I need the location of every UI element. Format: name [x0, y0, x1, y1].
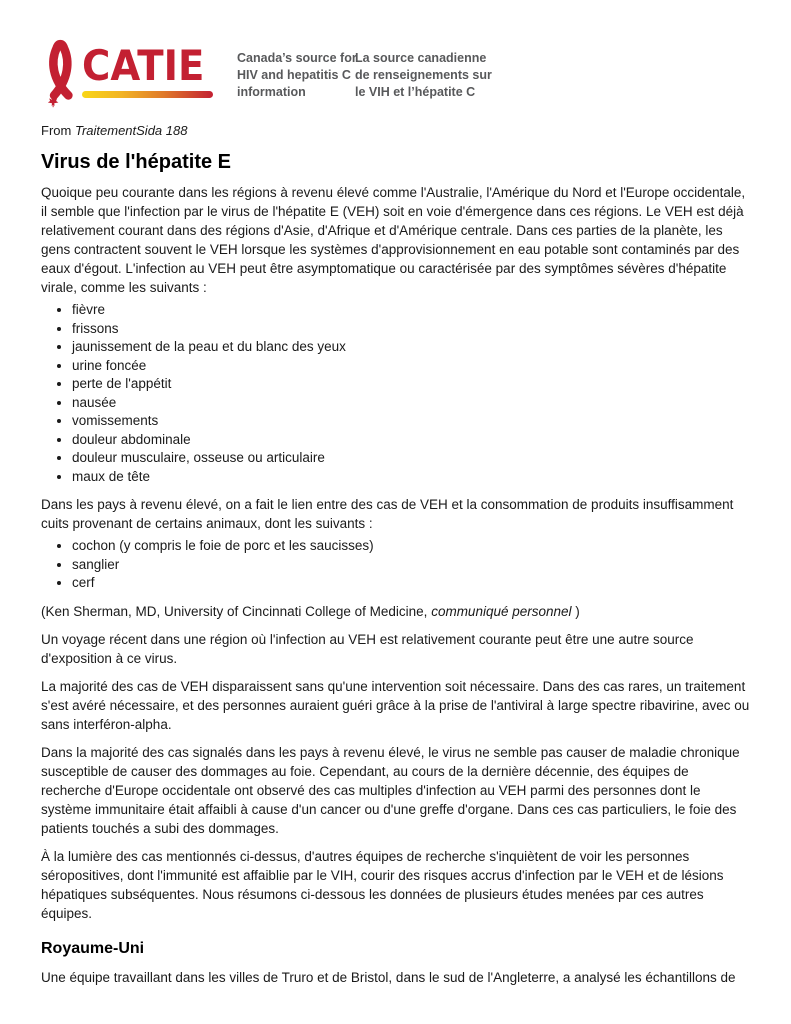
- tagline-french-line: de renseignements sur: [355, 68, 492, 82]
- paragraph-uk-intro: Une équipe travaillant dans les villes de Truro et de Bristol, dans le sud de l'Angleterre, a analysé les échantillons de: [41, 969, 736, 985]
- paragraph-animals-intro: Dans les pays à revenu élevé, on a fait le lien entre des cas de VEH et la consommation de produits insuffisamment cuits provenant de certains animaux, dont les suivants :: [41, 497, 734, 531]
- list-item: • frissons: [72, 320, 751, 339]
- red-ribbon-icon: [43, 38, 83, 108]
- catie-logo: [82, 41, 216, 98]
- list-item: • douleur abdominale: [72, 431, 751, 450]
- document-content: [41, 0, 751, 987]
- list-item: • douleur musculaire, osseuse ou articulaire: [72, 449, 751, 468]
- paragraph-intro: Quoique peu courante dans les régions à revenu élevé comme l'Australie, l'Amérique du Nord et l'Europe occidentale, il semble que l'infection par le virus de l'hépatite E (VEH) soit en voie d'émergence dans ces régions. Le VEH est déjà relativement courant dans des régions d'Asie, d'Afrique et d'Amérique centrale. Dans ces parties de la planète, les gens contractent souvent le VEH lorsque les systèmes d'approvisionnement en eau potable sont contaminés par des eaux d'égout. L'infection au VEH peut être asymptomatique ou caractérisée par des symptômes sévères d'hépatite virale, comme les suivants :: [41, 185, 746, 295]
- tagline-english: [237, 50, 357, 101]
- tagline-english-line: Canada’s source for: [237, 51, 357, 65]
- article: [41, 123, 751, 987]
- list-item: • perte de l'appétit: [72, 375, 751, 394]
- list-item: • nausée: [72, 394, 751, 413]
- paragraph-hiv-concern: À la lumière des cas mentionnés ci-dessus, d'autres équipes de recherche s'inquiètent de voir les personnes séropositives, dont l'immunité est affaiblie par le VIH, courir des risques accrus d'infection par le VEH et de lésions hépatiques subséquentes. Nous résumons ci-dessous les données de plusieurs études menées par ces autres équipes.: [41, 848, 724, 921]
- symptoms-list: [41, 301, 751, 486]
- catie-wordmark: CATIE: [82, 41, 205, 90]
- list-item: • urine foncée: [72, 357, 751, 376]
- source-line: [41, 123, 751, 138]
- citation-suffix: ): [575, 603, 580, 619]
- tagline-english-line: information: [237, 85, 306, 99]
- list-item: • maux de tête: [72, 468, 751, 487]
- tagline-french-line: La source canadienne: [355, 51, 487, 65]
- tagline-french: [355, 50, 492, 101]
- list-item: • fièvre: [72, 301, 751, 320]
- article-title: Virus de l'hépatite E: [41, 151, 231, 173]
- section-heading-uk: Royaume-Uni: [41, 939, 145, 957]
- citation-italic: communiqué personnel: [431, 603, 572, 619]
- list-item: • cochon (y compris le foie de porc et les saucisses): [72, 537, 751, 556]
- list-item: • vomissements: [72, 412, 751, 431]
- catie-masthead: [41, 38, 751, 108]
- source-prefix: From: [41, 123, 72, 138]
- animals-list: [41, 537, 751, 593]
- citation-line: [41, 602, 751, 621]
- tagline-english-line: HIV and hepatitis C: [237, 68, 351, 82]
- list-item: • sanglier: [72, 556, 751, 575]
- source-title: TraitementSida 188: [74, 123, 188, 138]
- logo-gradient-bar: [82, 91, 213, 98]
- citation-prefix: (Ken Sherman, MD, University of Cincinnati College of Medicine,: [41, 603, 428, 619]
- paragraph-treatment: La majorité des cas de VEH disparaissent sans qu'une intervention soit nécessaire. Dans des cas rares, un traitement s'est avéré nécessaire, et des personnes auraient guéri grâce à la prise de l'antiviral à large spectre ribavirine, avec ou sans interféron-alpha.: [41, 678, 750, 732]
- list-item: • jaunissement de la peau et du blanc des yeux: [72, 338, 751, 357]
- tagline-french-line: le VIH et l’hépatite C: [355, 85, 476, 99]
- paragraph-chronic: Dans la majorité des cas signalés dans les pays à revenu élevé, le virus ne semble pas causer de maladie chronique susceptible de causer des dommages au foie. Cependant, au cours de la dernière décennie, des équipes de recherche d'Europe occidentale ont observé des cas multiples d'infection au VEH parmi des personnes dont le système immunitaire était affaibli à cause d'un cancer ou d'une greffe d'organe. Dans ces cas particuliers, le foie des patients touchés a subi des dommages.: [41, 744, 740, 836]
- list-item: • cerf: [72, 574, 751, 593]
- paragraph-travel: Un voyage récent dans une région où l'infection au VEH est relativement courante peut être une autre source d'exposition à ce virus.: [41, 631, 694, 666]
